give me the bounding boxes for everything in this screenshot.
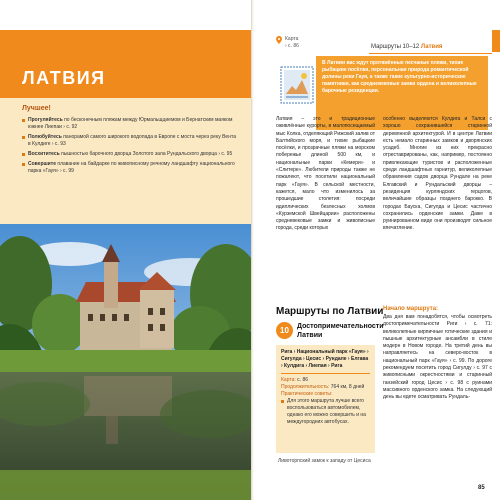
teaser-text: В Латвии вас ждут протяжённые песчаные пляжи, тихие рыбацкие посёлки, персональная природа романтической долины реки Гауя, а также такие культурно-исторические памятники, как средневековые замки ордена и великолепные барочные резиденции. — [322, 60, 477, 94]
map-label: Карта — [285, 36, 299, 42]
route-duration-label: Продолжительность: — [281, 384, 330, 390]
body-column-2: особенно выделяются Кулдига и Талси с хорошо сохранившейся старинной деревянной архитектурой. И в центре Латвии есть немало старинных замков и дворянских усадеб. Многие из них прекрасно отреставрированы, как, например, постоянно привлекающие туристов и расположенные среди ландшафтных гарнитур, великолепные обрамления садов дворца Рундале на реке Елгавский и Рундальский дворцы – резиденция курляндских герцогов, величайшие образцы позднего барокко. В городах Бауска, Сигулда и Цесис частично сохранились орденские замки. Даже в руинированном виде они производят сильное впечатление. — [383, 116, 492, 232]
map-page: › с. 86 — [285, 43, 299, 49]
best-item: Полюбуйтесь панорамой самого широкого водопада в Европе с моста через реку Вента в Кулдиге › с. 93 — [28, 134, 240, 148]
body-column-3: Два дня вам понадобятся, чтобы осмотреть достопримечательности Риги › с. 71: великолепные кирпичные готические здания и пышные архитектурные ансамбли в стиле модерн в Новом городе. На третий день вы направляетесь на северо-восток в национальный парк «Гауя» › с. 99. По дороге рекомендуем посетить город Сигулду › с. 97 с живописными окрестностями и старинный ганзейский город Цесис › с. 98 с руинами массивного орденского замка. На следующий день вы едете осматривать Рундаль- — [383, 314, 492, 401]
bullet-icon — [22, 153, 25, 156]
route-tip — [281, 398, 370, 426]
left-page-top-margin — [0, 0, 252, 30]
route-name: Достопримечательности Латвии — [297, 323, 384, 339]
routes-heading: Маршруты по Латвии — [276, 306, 384, 317]
route-tip-text: Для этого маршрута лучше всего воспользоваться автомобилем, однако его можно совершить и на междугородних автобусах. — [287, 398, 366, 425]
best-box — [0, 98, 252, 224]
best-list — [28, 117, 240, 175]
best-item: Прогуляйтесь по бесконечным пляжам между Юрмальщциемом и Бернатским маяком южнее Лиепаи › с. 92 — [28, 117, 240, 131]
route-tips-label: Практические советы: — [281, 391, 333, 397]
bullet-icon — [22, 136, 25, 139]
route-duration-value: 764 км, 8 дней — [330, 384, 365, 390]
bullet-icon — [22, 119, 25, 122]
route-map-row — [281, 377, 370, 384]
bullet-icon — [281, 400, 284, 403]
running-head — [371, 44, 442, 50]
route-map-label: Карта: — [281, 377, 296, 383]
route-duration-row — [281, 384, 370, 391]
route-start-heading: Начало маршрута: — [383, 306, 439, 312]
route-number-badge: 10 — [276, 322, 293, 339]
route-info-box — [276, 345, 375, 453]
page-number: 85 — [478, 485, 485, 491]
country-title: ЛАТВИЯ — [22, 68, 106, 88]
stamp-illustration-icon — [280, 66, 314, 104]
right-page — [254, 0, 500, 500]
route-map-value: с. 86 — [297, 377, 309, 383]
bullet-icon — [22, 163, 25, 166]
running-head-routes: Маршруты 10–12 — [371, 44, 420, 50]
best-item: Восхититесь пышностью барочного дворца Золотого зала Рундальского дворца › с. 95 — [28, 151, 240, 158]
route-path: Рига › Национальный парк «Гауя» › Сигулда › Цесис › Рундале › Елгава › Кулдига › Лиепая › Рига — [281, 349, 370, 374]
map-pin-icon — [276, 36, 282, 44]
best-heading: Лучшее! — [22, 105, 51, 112]
body-column-1: Латвия – это и традиционные оживлённые курорты, в малопосещаемый мыс Колка, отделяющий Рижский залив от Балтийского моря, и тихие рыбацкие посёлки, и прозрачные пляжи на морском побережье длиной 500 км, и национальные парки «Кемери» и «Слитере». Любители природы также не пожалеют, что посетили национальный парк «Гауя». В сельской местности, кажется, мало что изменилось за прошедшие столетия: посреди идиллических безлесных холмов «Курземской Швейцарии» расположены средневековые замки и живописные города, среди которых — [276, 116, 375, 232]
running-head-rule — [369, 53, 492, 54]
photo-caption: Ливоторпский замок к западу от Цесиса — [278, 458, 371, 464]
page-tab — [492, 30, 500, 52]
castle-photo — [0, 224, 252, 500]
best-item: Совершите плавание на байдарке по живописному речному ландшафту национального парка «Гауя» › с. 99 — [28, 161, 240, 175]
running-head-country: Латвия — [420, 44, 443, 50]
title-banner — [0, 30, 252, 98]
